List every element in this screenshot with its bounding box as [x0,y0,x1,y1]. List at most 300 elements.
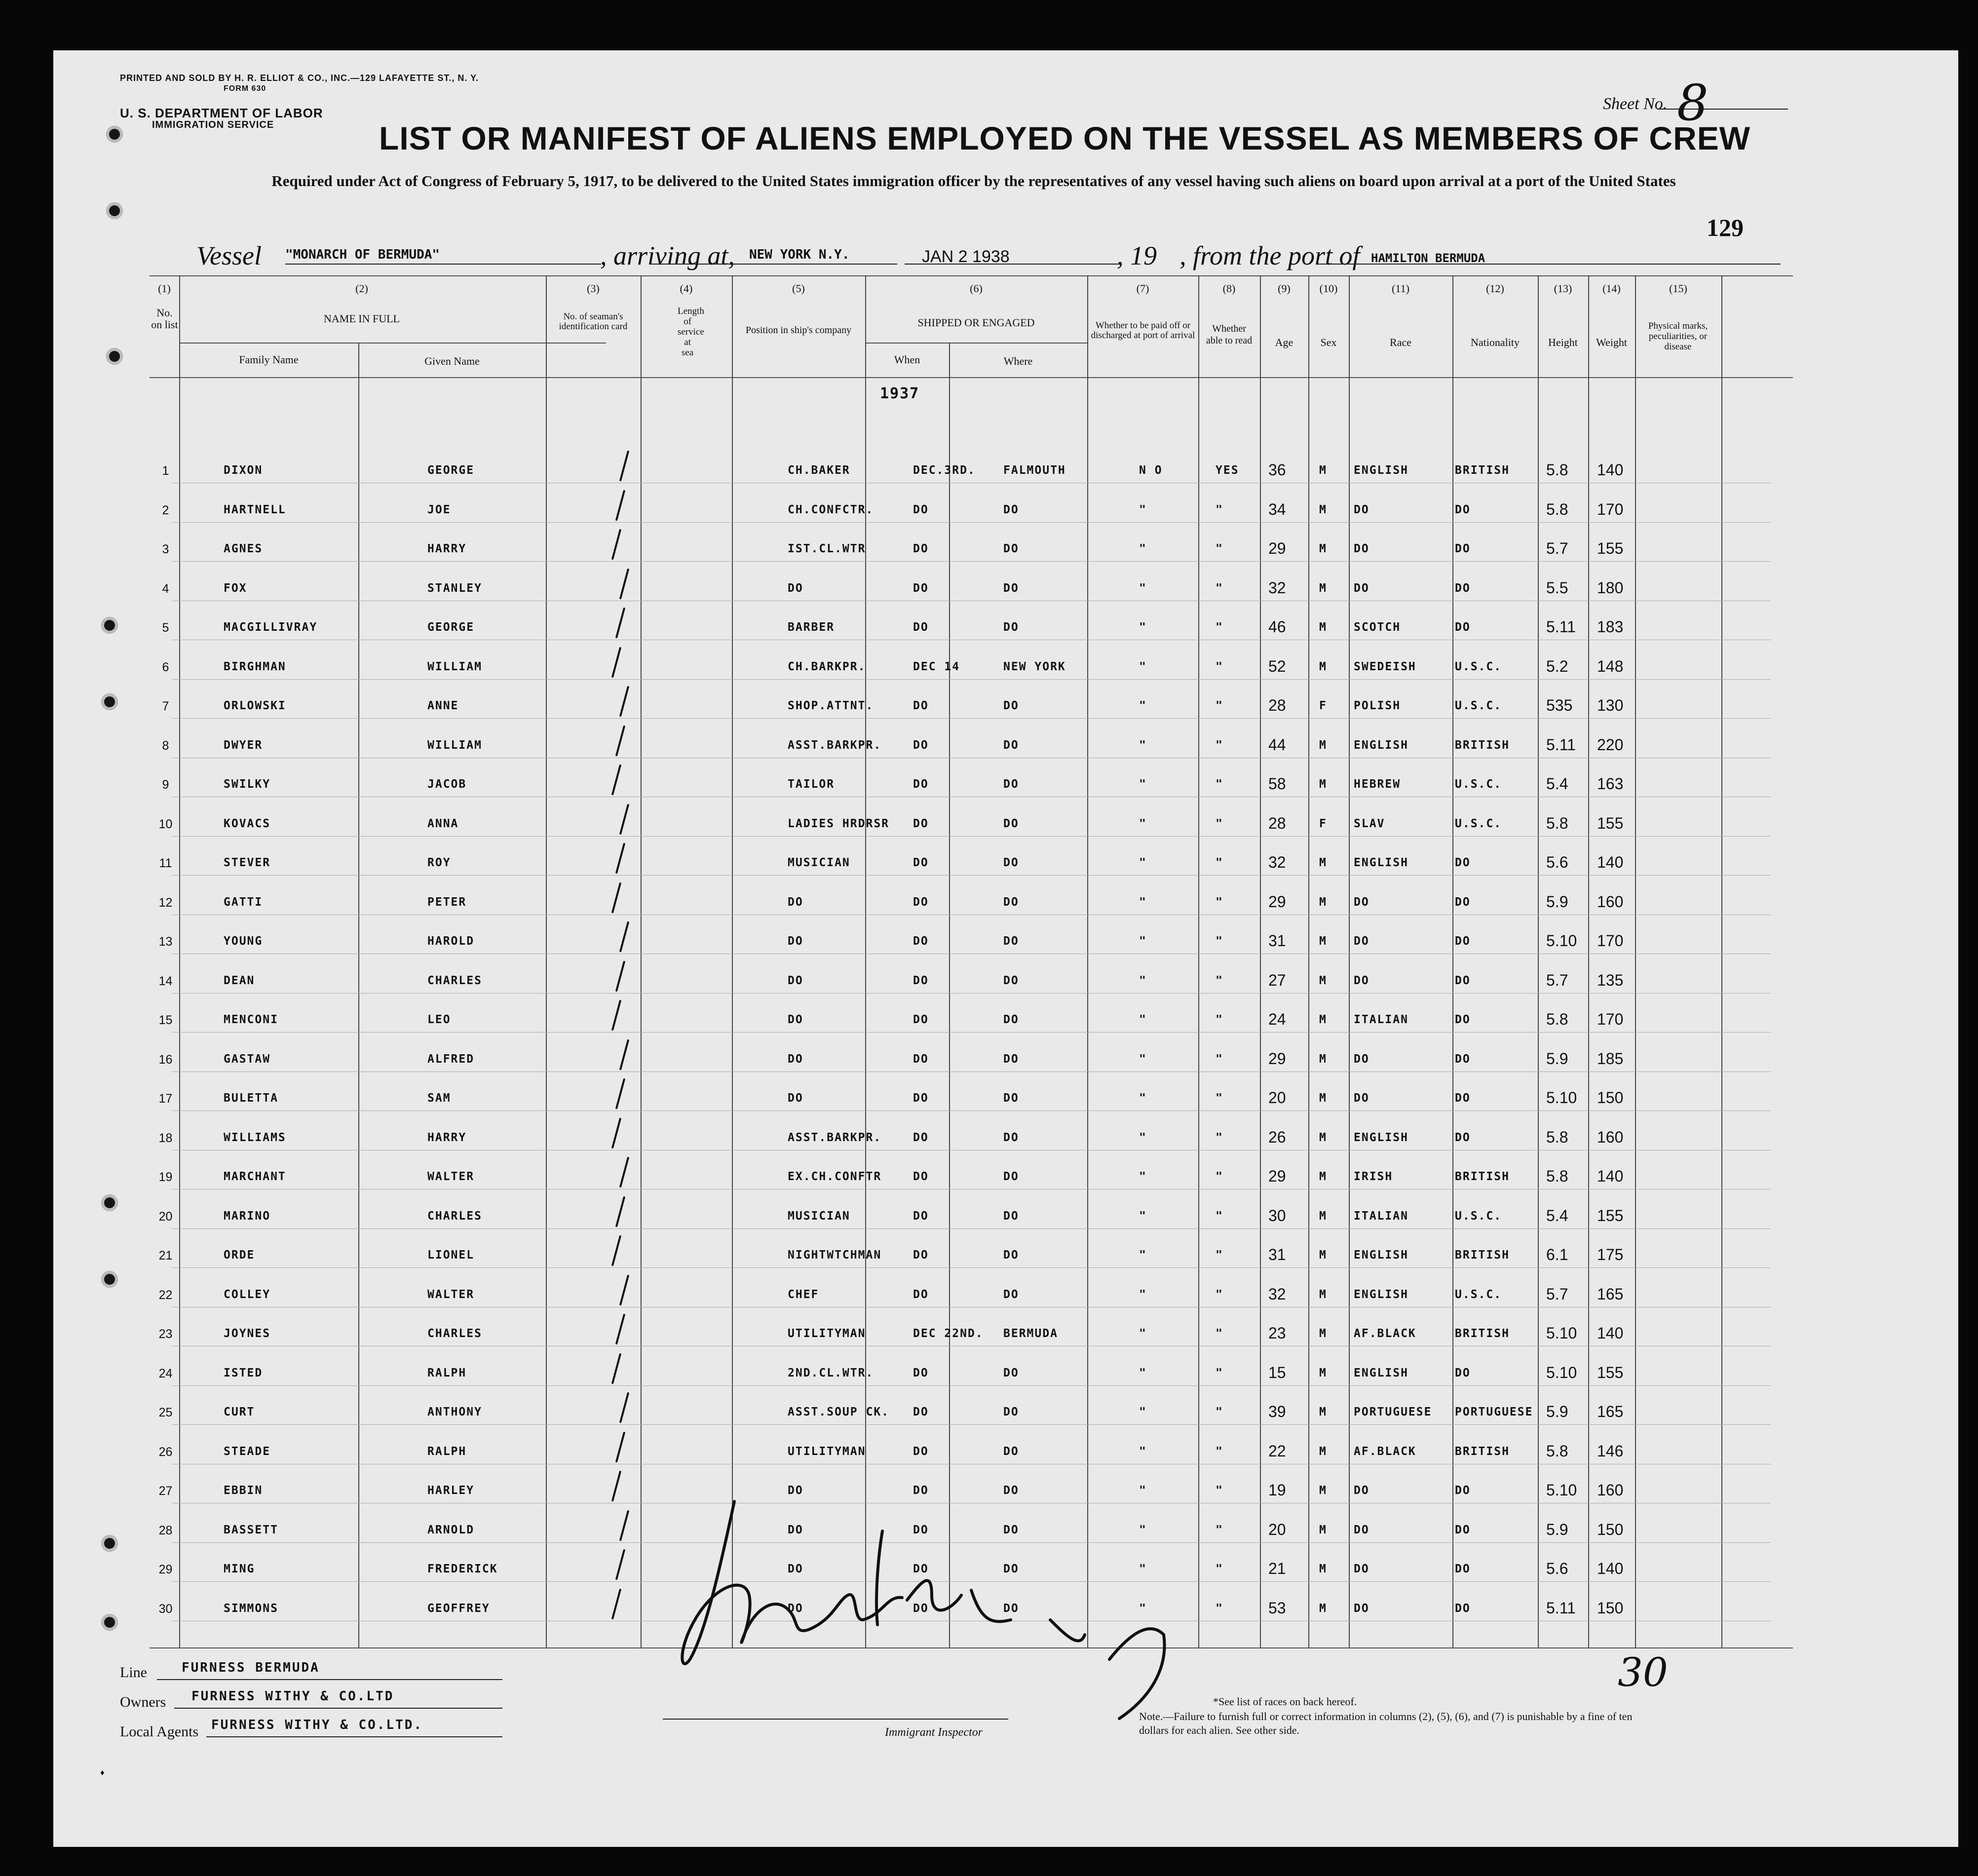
cell-family: COLLEY [224,1288,271,1301]
row-rule [172,1110,1771,1111]
cell-position: LADIES HRDRSR [788,817,890,830]
line-underline [157,1679,502,1680]
col13-heading: Height [1548,336,1578,348]
cell-age: 32 [1268,578,1286,597]
cell-paid: " [1139,1249,1147,1262]
cell-family: DIXON [224,464,263,477]
cell-family: DWYER [224,738,263,752]
owners-value: FURNESS WITHY & CO.LTD [191,1689,394,1704]
cell-where: DO [1003,1092,1019,1105]
cell-paid: " [1139,1092,1147,1105]
cell-no: 13 [158,935,173,949]
cell-where: DO [1003,1366,1019,1379]
cell-age: 26 [1268,1128,1286,1146]
cell-paid: " [1139,1484,1147,1497]
cell-position: ASST.SOUP CK. [788,1406,890,1418]
cell-no: 27 [158,1484,173,1498]
row-rule [172,875,1771,876]
row-rule [172,522,1771,523]
cell-race: DO [1354,581,1369,595]
vessel-name: "MONARCH OF BERMUDA" [285,247,440,262]
cell-no: 16 [158,1052,173,1067]
cell-when: DO [913,1484,929,1497]
cell-read: " [1216,1327,1223,1340]
cell-read: " [1216,1445,1223,1458]
col-line [641,275,642,1647]
cell-nationality: DO [1455,503,1471,516]
cell-sex: M [1319,1013,1327,1026]
cell-age: 29 [1268,539,1286,557]
row-rule [172,993,1771,994]
inspector-label: Immigrant Inspector [885,1726,983,1739]
cell-nationality: DO [1455,1131,1471,1144]
cell-race: DO [1354,1602,1369,1615]
cell-height: 5.11 [1546,1599,1576,1617]
cell-weight: 135 [1597,971,1624,989]
cell-given: LIONEL [427,1249,475,1262]
col11-number: (11) [1392,282,1409,295]
cell-where: DO [1003,1406,1019,1418]
cell-position: DO [788,1092,803,1105]
cell-sex: M [1319,895,1327,909]
col-line [358,343,359,1647]
cell-nationality: DO [1455,1013,1471,1026]
printer-imprint: PRINTED AND SOLD BY H. R. ELLIOT & CO., INC.—129 LAFAYETTE ST., N. Y. FORM 630 [120,73,479,93]
cell-position: TAILOR [788,778,835,791]
cell-given: ANNA [427,817,459,830]
cell-paid: " [1139,1327,1147,1340]
cell-given: GEORGE [427,621,475,634]
col15-heading: Physical marks, peculiarities, or disease [1648,321,1708,352]
cell-race: ITALIAN [1354,1209,1408,1223]
check-mark-icon [611,1117,621,1149]
cell-paid: " [1139,1602,1147,1615]
cell-race: DO [1354,1092,1369,1105]
cell-age: 28 [1268,814,1286,832]
cell-height: 5.10 [1546,1324,1577,1342]
cell-nationality: DO [1455,1092,1471,1105]
cell-read: " [1216,935,1223,948]
cell-height: 5.10 [1546,1089,1577,1107]
cell-height: 5.10 [1546,1481,1577,1499]
cell-no: 10 [158,817,173,831]
cell-no: 20 [158,1209,173,1224]
cell-age: 32 [1268,1285,1286,1303]
cell-race: HEBREW [1354,778,1401,791]
cell-when: DEC.3RD. [913,464,976,477]
cell-race: IRISH [1354,1170,1393,1183]
cell-when: DO [913,1445,929,1458]
col1-heading: No. on list [151,306,178,331]
cell-read: " [1216,1406,1223,1418]
cell-weight: 148 [1597,657,1624,675]
cell-read: " [1216,1052,1223,1066]
cell-when: DO [913,1052,929,1066]
cell-when: DO [913,542,929,555]
cell-read: " [1216,660,1223,673]
cell-height: 5.4 [1546,1206,1568,1225]
cell-read: " [1216,1013,1223,1026]
manifest-sheet [53,50,1958,1847]
cell-no: 28 [158,1523,173,1537]
cell-paid: " [1139,1209,1147,1223]
year-note: 1937 [880,385,920,402]
cell-no: 21 [158,1249,173,1263]
cell-nationality: DO [1455,621,1471,634]
cell-weight: 170 [1597,1010,1624,1028]
cell-sex: M [1319,738,1327,752]
cell-family: MING [224,1563,255,1575]
cell-age: 27 [1268,971,1286,989]
cell-family: ORLOWSKI [224,699,286,712]
col4-number: (4) [680,282,693,295]
cell-no: 29 [158,1563,173,1576]
cell-paid: " [1139,1445,1147,1458]
cell-weight: 160 [1597,1128,1624,1146]
cell-height: 5.8 [1546,1128,1568,1146]
cell-weight: 150 [1597,1520,1624,1538]
cell-sex: F [1319,817,1327,830]
cell-given: ANTHONY [427,1406,482,1418]
cell-no: 6 [162,660,169,674]
col-line [949,343,950,1647]
cell-nationality: DO [1455,856,1471,869]
cell-nationality: DO [1455,1602,1471,1615]
cell-nationality: BRITISH [1455,738,1510,752]
col6b-heading: Where [1003,355,1033,367]
cell-position: UTILITYMAN [788,1445,866,1458]
cell-where: DO [1003,778,1019,791]
cell-where: DO [1003,1131,1019,1144]
cell-where: DO [1003,974,1019,987]
cell-when: DO [913,817,929,830]
cell-weight: 140 [1597,1167,1624,1185]
cell-family: HARTNELL [224,503,286,516]
cell-sex: M [1319,1131,1327,1144]
cell-when: DO [913,1523,929,1536]
cell-height: 5.2 [1546,657,1568,675]
cell-nationality: BRITISH [1455,1170,1510,1183]
arriving-label: , arriving at, [600,241,735,270]
cell-family: BIRGHMAN [224,660,286,673]
cell-when: DO [913,1406,929,1418]
cell-family: BASSETT [224,1523,278,1536]
cell-weight: 160 [1597,1481,1624,1499]
cell-race: DO [1354,503,1369,516]
cell-given: SAM [427,1092,451,1105]
cell-family: FOX [224,581,247,595]
cell-given: GEOFFREY [427,1602,490,1615]
cell-when: DEC 22ND. [913,1327,984,1340]
cell-nationality: DO [1455,542,1471,555]
cell-where: DO [1003,621,1019,634]
cell-height: 5.8 [1546,500,1568,518]
cell-no: 1 [162,464,169,478]
cell-nationality: DO [1455,895,1471,909]
col2a-heading: Family Name [239,353,299,366]
cell-nationality: BRITISH [1455,1249,1510,1262]
cell-age: 24 [1268,1010,1286,1028]
cell-given: ALFRED [427,1052,475,1066]
cell-no: 11 [159,856,172,870]
col2-number: (2) [355,282,368,295]
cell-nationality: DO [1455,581,1471,595]
cell-nationality: U.S.C. [1455,817,1502,830]
col13-number: (13) [1554,282,1572,295]
cell-when: DO [913,778,929,791]
cell-given: CHARLES [427,1327,482,1340]
cell-nationality: DO [1455,1366,1471,1379]
cell-when: DO [913,1209,929,1223]
cell-read: " [1216,1209,1223,1223]
check-mark-icon [619,568,629,599]
col6-number: (6) [970,282,983,295]
cell-nationality: DO [1455,1052,1471,1066]
cell-race: ITALIAN [1354,1013,1408,1026]
cell-no: 12 [158,895,173,910]
cell-position: ASST.BARKPR. [788,1131,882,1144]
cell-where: DO [1003,699,1019,712]
port-underline [1317,264,1781,265]
col-line [1635,275,1636,1647]
cell-age: 29 [1268,892,1286,911]
cell-nationality: DO [1455,935,1471,948]
cell-nationality: BRITISH [1455,1327,1510,1340]
cell-family: JOYNES [224,1327,271,1340]
cell-no: 23 [158,1327,173,1341]
cell-paid: " [1139,581,1147,595]
row-rule [172,561,1771,562]
cell-paid: " [1139,1366,1147,1379]
col12-number: (12) [1486,282,1504,295]
cell-age: 22 [1268,1442,1286,1460]
cell-read: " [1216,503,1223,516]
cell-given: HARRY [427,1131,467,1144]
date-underline [905,264,1122,265]
cell-read: " [1216,1131,1223,1144]
col-line [1198,275,1199,1647]
check-mark-icon [615,960,625,992]
col3-heading: No. of seaman's identification card [559,311,628,332]
col-line [732,275,733,1647]
cell-position: DO [788,1484,803,1497]
row-rule [172,1385,1771,1386]
cell-nationality: U.S.C. [1455,660,1502,673]
cell-race: SCOTCH [1354,621,1401,634]
cell-no: 26 [158,1445,173,1459]
check-mark-icon [615,1431,625,1462]
cell-paid: " [1139,974,1147,987]
check-mark-icon [611,1588,621,1619]
cell-given: WILLIAM [427,738,482,752]
binder-hole [101,1614,118,1631]
cell-nationality: DO [1455,974,1471,987]
cell-weight: 175 [1597,1246,1624,1263]
cell-where: DO [1003,1602,1019,1615]
cell-sex: M [1319,856,1327,869]
page-stamp: 129 [1707,214,1744,241]
union-label-mark: ♦ [100,1768,105,1777]
col5-heading: Position in ship's company [745,325,852,336]
cell-sex: M [1319,1563,1327,1575]
col-line [1308,275,1309,1647]
cell-no: 7 [162,699,169,713]
binder-hole [101,1535,118,1552]
cell-when: DO [913,699,929,712]
cell-age: 20 [1268,1089,1286,1107]
cell-position: 2ND.CL.WTR. [788,1366,874,1379]
arriving-underline [650,264,897,265]
cell-read: " [1216,1523,1223,1536]
check-mark-icon [615,1196,625,1227]
cell-read: " [1216,1092,1223,1105]
row-rule [172,1424,1771,1425]
cell-height: 5.9 [1546,1520,1568,1538]
cell-age: 36 [1268,461,1286,479]
col12-heading: Nationality [1471,336,1520,348]
cell-sex: M [1319,778,1327,791]
cell-family: ORDE [224,1249,255,1262]
cell-given: WALTER [427,1288,475,1301]
cell-given: RALPH [427,1366,467,1379]
cell-family: KOVACS [224,817,271,830]
cell-paid: N O [1139,464,1163,477]
cell-when: DO [913,1249,929,1262]
cell-paid: " [1139,1563,1147,1575]
cell-given: LEO [427,1013,451,1026]
cell-position: ASST.BARKPR. [788,738,882,752]
cell-nationality: U.S.C. [1455,1209,1502,1223]
cell-family: STEVER [224,856,271,869]
cell-family: YOUNG [224,935,263,948]
cell-family: MENCONI [224,1013,278,1026]
cell-age: 39 [1268,1403,1286,1420]
cell-where: DO [1003,895,1019,909]
check-mark-icon [615,608,625,639]
cell-height: 5.6 [1546,853,1568,871]
cell-read: YES [1216,464,1239,477]
cell-weight: 146 [1597,1442,1624,1460]
cell-nationality: DO [1455,1523,1471,1536]
table-top-border [150,275,1793,276]
cell-given: ROY [427,856,451,869]
binder-hole [106,348,123,365]
row-rule [172,679,1771,680]
col6-heading: SHIPPED OR ENGAGED [917,316,1035,329]
cell-race: PORTUGUESE [1354,1406,1432,1418]
cell-given: WALTER [427,1170,475,1183]
cell-given: ANNE [427,699,459,712]
from-label: , from the port of [1179,241,1360,270]
check-mark-icon [619,451,629,482]
cell-paid: " [1139,503,1147,516]
cell-paid: " [1139,699,1147,712]
cell-no: 5 [162,621,169,635]
cell-paid: " [1139,895,1147,909]
cell-position: BARBER [788,621,835,634]
col6a-heading: When [894,353,920,366]
cell-race: ENGLISH [1354,1288,1408,1301]
check-mark-icon [619,1157,629,1188]
cell-paid: " [1139,817,1147,830]
header-bottom-border [150,377,1793,378]
cell-read: " [1216,1288,1223,1301]
cell-position: CH.CONFCTR. [788,503,874,516]
cell-race: SLAV [1354,817,1385,830]
cell-race: ENGLISH [1354,1249,1408,1262]
cell-height: 5.9 [1546,892,1568,911]
cell-paid: " [1139,778,1147,791]
cell-position: DO [788,581,803,595]
cell-nationality: U.S.C. [1455,699,1502,712]
cell-height: 5.8 [1546,461,1568,479]
cell-read: " [1216,1602,1223,1615]
cell-race: DO [1354,895,1369,909]
cell-where: DO [1003,581,1019,595]
cell-paid: " [1139,621,1147,634]
cell-paid: " [1139,660,1147,673]
cell-no: 3 [162,542,169,556]
cell-family: SWILKY [224,778,271,791]
cell-age: 52 [1268,657,1286,675]
cell-sex: M [1319,464,1327,477]
cell-sex: M [1319,1602,1327,1615]
col8-heading: Whether able to read [1206,323,1253,346]
col-line [1588,275,1589,1647]
col1-number: (1) [158,282,171,295]
col3-number: (3) [587,282,600,295]
cell-position: DO [788,1523,803,1536]
col-line [865,275,866,1647]
cell-race: ENGLISH [1354,1366,1408,1379]
sheet-number: 8 [1677,74,1709,132]
cell-position: EX.CH.CONFTR [788,1170,882,1183]
cell-where: DO [1003,1249,1019,1262]
cell-height: 535 [1546,696,1573,714]
cell-weight: 155 [1597,539,1624,557]
cell-given: CHARLES [427,1209,482,1223]
col-line [546,275,547,1647]
cell-paid: " [1139,1523,1147,1536]
cell-position: CH.BAKER [788,464,850,477]
cell-weight: 185 [1597,1049,1624,1068]
col7-number: (7) [1136,282,1149,295]
cell-weight: 165 [1597,1403,1624,1420]
cell-age: 58 [1268,775,1286,793]
cell-given: ARNOLD [427,1523,475,1536]
check-mark-icon [619,1039,629,1070]
cell-where: DO [1003,1052,1019,1066]
col9-number: (9) [1278,282,1291,295]
cell-given: HARRY [427,542,467,555]
cell-when: DO [913,581,929,595]
col-line [1452,275,1453,1647]
cell-age: 23 [1268,1324,1286,1342]
cell-weight: 160 [1597,892,1624,911]
cell-weight: 140 [1597,1324,1624,1342]
cell-sex: M [1319,1406,1327,1418]
cell-race: ENGLISH [1354,738,1408,752]
cell-sex: M [1319,1523,1327,1536]
cell-sex: M [1319,1327,1327,1340]
cell-weight: 140 [1597,853,1624,871]
cell-weight: 140 [1597,461,1624,479]
col-line [1349,275,1350,1647]
shipped-divider [865,343,1087,344]
arrival-date: JAN 2 1938 [922,247,1010,266]
cell-sex: M [1319,581,1327,595]
cell-no: 25 [158,1406,173,1419]
